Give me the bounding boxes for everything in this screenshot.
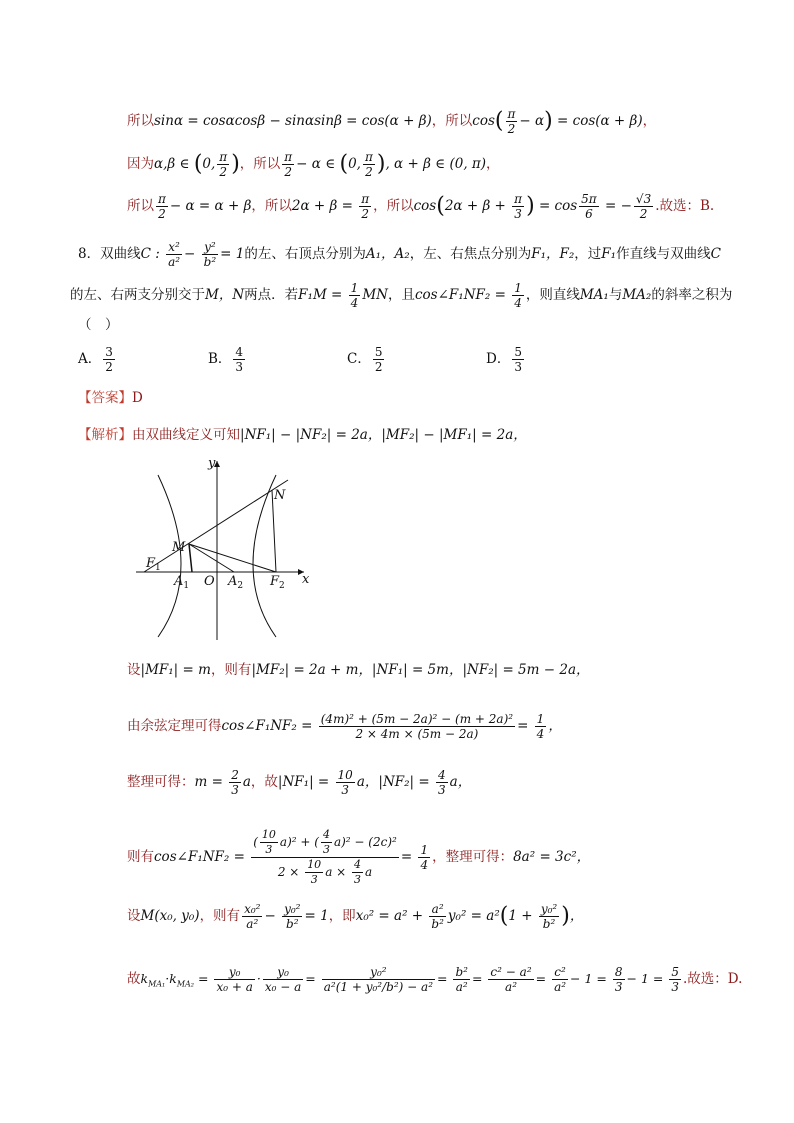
line-m-a1 [189,544,192,572]
label-y: y [208,456,216,471]
analysis-line-7: 故$k_{MA_1}\cdot k_{MA_2}$ = $\frac{\text{y₀}}{\text{x₀ + a}}$ · $\frac{\text{y₀}}{\text{x₀ − a}}$ = $\frac{\text{y₀²}}{\text{a²(1 + y₀²/b²) − a²}}$ = $\frac{\text{b²}}{\text{a²}}$ = $\frac{\text{c² − a²}}{\text{a²}}$ = $\frac{\text{c²}}{\text{a²}}$ − 1 = $\frac{8}{3}$ − 1 = $\frac{5}{3}$ .故选：D. [127,965,743,994]
label-a1-sub: 1 [183,581,190,591]
option-label: C． [347,351,371,367]
analysis-line-5: 则有cos∠F₁NF₂ = ( $\frac{10}{3}$ a)² + ( $\frac{4}{3}$ a)² − (2c)² 2 × $\frac{10}{3}$ a × $\frac{4}{3}$ a = $\frac{1}{4}$ ，整理可得：8a² = 3c²， [127,828,591,886]
text: ， [486,156,500,172]
option-label: B． [208,351,232,367]
option-num: 5 [374,345,383,359]
option-den: 2 [374,360,383,374]
text: ，所以 [373,198,414,214]
label-a1-main: A [174,574,184,589]
hyperbola-figure [136,455,316,645]
text: 设 [127,908,141,924]
label-f1-main: F [146,556,156,571]
option-num: 5 [514,345,522,359]
label-a2-sub: 2 [237,581,244,591]
line-m-f2 [189,544,276,572]
analysis-line-1: 【解析】由双曲线定义可知|NF₁| − |NF₂| = 2a，|MF₂| − |MF₁| = 2a， [78,427,527,443]
option-num: 4 [235,345,244,359]
text: ， [642,113,657,129]
text: .故选：B. [655,198,715,214]
text: 双曲线 [100,246,141,262]
option-label: A． [78,351,102,367]
text: ，过 [574,246,602,262]
label-n: N [274,488,286,503]
text: ，则有 [210,662,252,678]
text: 因为 [127,156,154,172]
line-m-a2 [189,544,234,572]
analysis-line-4: 整理可得：m = $\frac{2}{3}$ a，故|NF₁| = $\frac{10}{3}$ a，|NF₂| = $\frac{4}{3}$ a， [127,768,472,797]
text: 所以 [127,113,154,129]
text: 的左、右顶点分别为 [244,246,366,262]
option-den: 2 [105,360,113,374]
option-den: 3 [514,360,522,374]
label-a1 [173,574,189,591]
analysis-line-2: 设|MF₁| = m，则有|MF₂| = 2a + m，|NF₁| = 5m，|NF₂| = 5m − 2a， [127,662,590,678]
option-label: D． [486,351,511,367]
text: 与 [608,287,623,303]
question-paren: （ ） [78,317,119,333]
label-f2 [269,574,285,591]
option-c[interactable] [347,345,386,374]
option-d[interactable] [486,345,526,374]
text: ，整理可得： [432,849,514,865]
analysis-line-6: 设M(x₀, y₀)，则有 $\frac{\text{x₀²}}{\text{a²}}$ − $\frac{\text{y₀²}}{\text{b²}}$ = 1，即x₀² = a² + $\frac{\text{a²}}{\text{b²}}$ y₀² = a²(1 + $\frac{\text{y₀²}}{\text{b²}}$ )， [127,902,584,931]
option-den: 3 [235,360,244,374]
text: .故选：D. [682,971,743,987]
text: ，则有 [199,908,241,924]
answer-tag: 【答案】 [78,390,132,406]
text: 两点．若 [244,287,299,303]
text: ，且 [387,287,415,303]
label-o: O [204,574,215,589]
text: ，左、右焦点分别为 [409,246,532,262]
analysis-tag: 【解析】 [78,427,132,443]
text: 整理可得： [127,774,195,790]
top-line-3: 所以 $\frac{\pi}{2}$ − α = α + β，所以2α + β = $\frac{\pi}{2}$ ，所以cos(2α + β + $\frac{\pi}{3}$ ) = cos $\frac{5\pi}{6}$ = − $\frac{√3}{2}$ .故选：B. [127,192,715,221]
text: ，即 [328,908,356,924]
text: 的左、右两支分别交于 [70,287,205,303]
text: 的斜率之积为 [651,287,733,303]
text: ，所以 [239,156,281,172]
option-a[interactable] [78,345,117,374]
text: 由余弦定理可得 [127,718,222,734]
text: 所以 [127,198,154,214]
text: 设 [127,662,141,678]
answer-value: D [132,390,143,406]
label-x: x [302,572,310,587]
question-number: 8． [78,246,101,262]
label-f1-sub: 1 [155,563,161,573]
text: ，所以 [251,198,292,214]
top-line-1: 所以sinα = cosαcosβ − sinαsinβ = cos(α + β)，所以cos( $\frac{\pi}{2}$ − α) = cos(α + β)， [127,107,657,136]
label-m: M [172,540,186,555]
text: ，则直线 [525,287,580,303]
text: ，所以 [431,113,473,129]
text: 作直线与双曲线 [616,246,711,262]
text: ，故 [250,774,278,790]
line-f1-n [144,480,288,572]
label-f2-sub: 2 [279,581,285,591]
label-a2 [227,574,243,591]
top-line-2: 因为α,β ∈ (0, $\frac{\pi}{2}$ )，所以 $\frac{\pi}{2}$ − α ∈ (0, $\frac{\pi}{2}$ ), α + β ∈ (0, π)， [127,150,500,179]
text: 故 [127,971,141,987]
label-f2-main: F [270,574,280,589]
label-a2-main: A [228,574,238,589]
label-f1 [145,556,161,573]
question-line-2: 的左、右两支分别交于M，N两点．若F₁M = $\frac{1}{4}$ MN，且cos∠F₁NF₂ = $\frac{1}{4}$ ，则直线MA₁与MA₂的斜率之积为 [70,281,733,310]
option-b[interactable] [208,345,247,374]
text: 由双曲线定义可知 [132,427,240,443]
answer-line [78,388,143,408]
analysis-line-3: 由余弦定理可得cos∠F₁NF₂ = $\frac{\text{(4m)² + (5m − 2a)² − (m + 2a)²}}{2 \times 4m \times (5m - 2a)}$ = $\frac{1}{4}$ ， [127,712,562,741]
option-num: 3 [105,345,113,359]
question-line-1: 8．双曲线C : $\frac{\text{x²}}{\text{a²}}$ − $\frac{\text{y²}}{\text{b²}}$ = 1的左、右顶点分别为A₁，A₂，左、右焦点分别为F₁，F₂，过F₁作直线与双曲线C [78,240,721,269]
text: 则有 [127,849,154,865]
